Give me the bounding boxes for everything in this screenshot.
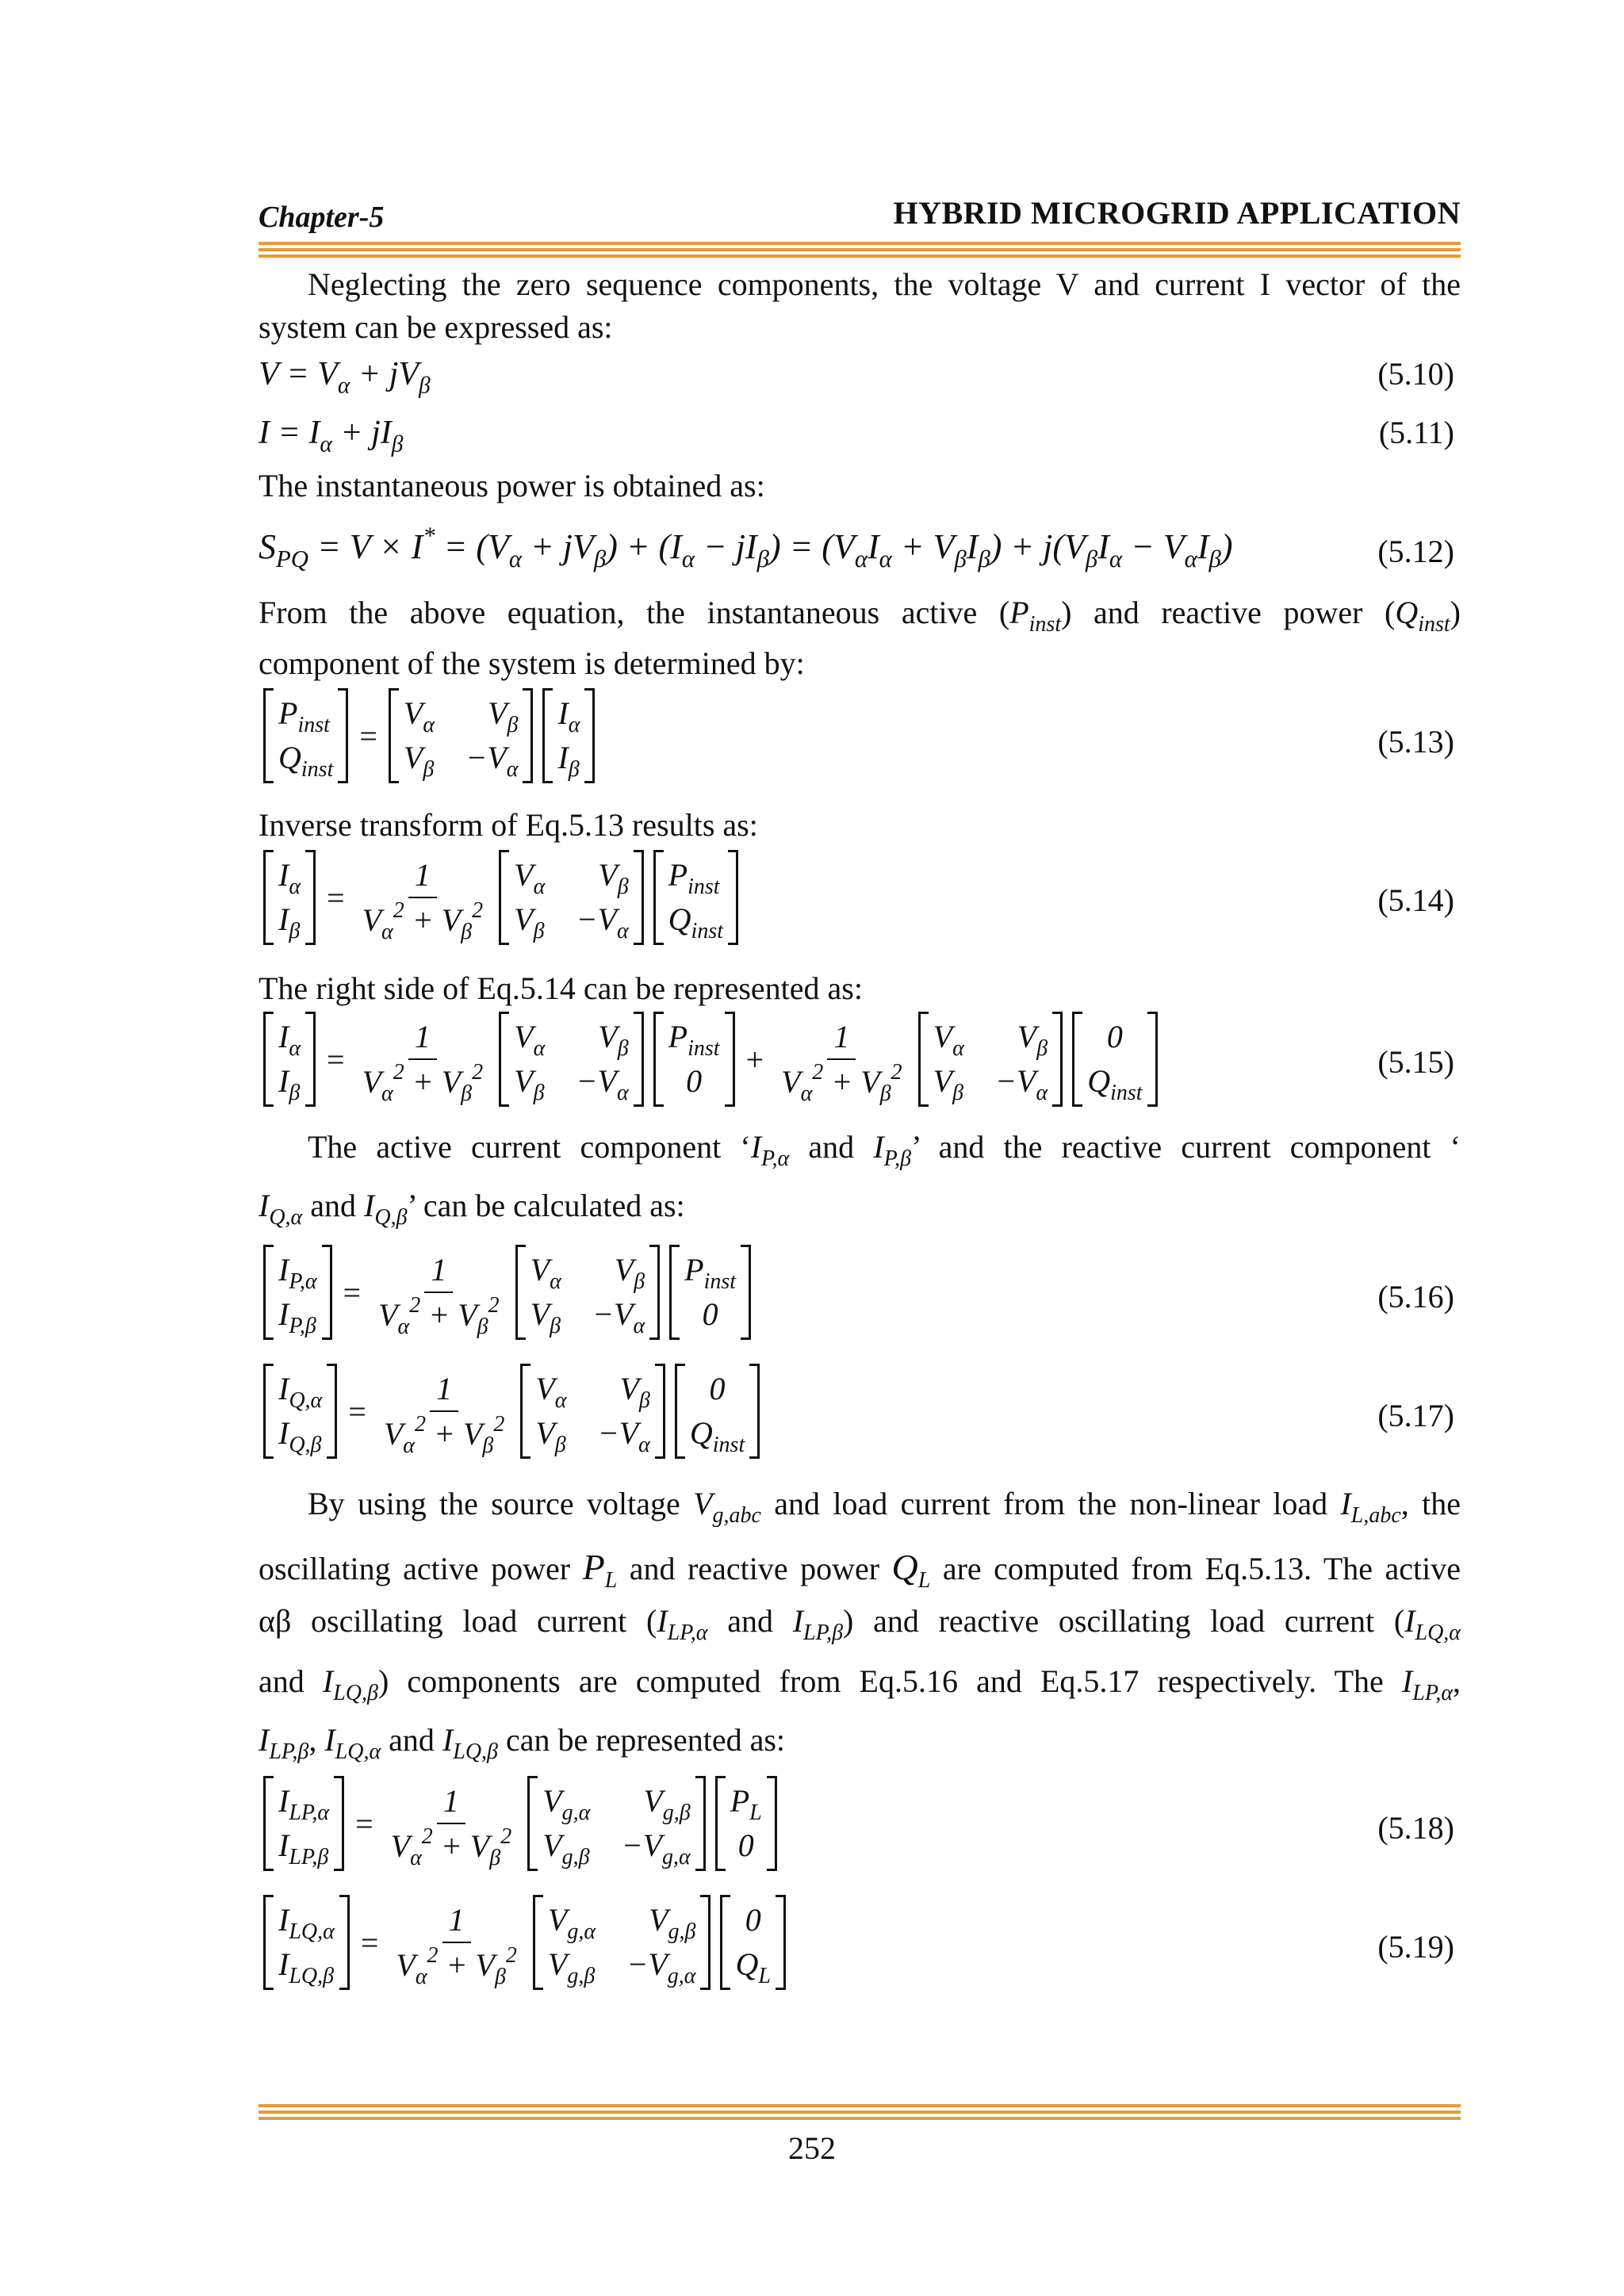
matrix: $I_\alpha$ $I_\beta$ [542,688,595,783]
equation-5-12 [259,522,1461,572]
equation-number: (5.13) [1377,724,1454,760]
text-fragment: ’ can be calculated as: [407,1188,685,1223]
text-fragment: Inverse transform of Eq.5.13 results as: [259,807,758,843]
equation-5-11 [259,414,1461,457]
paragraph-power [259,465,1461,507]
paragraph-load-current-5: $I_{LP,\beta}$, $I_{LQ,\alpha}$ and $I_{LQ,\beta}$ can be represented as: [259,1722,786,1764]
text-fragment: By using the source voltage [308,1486,680,1521]
paragraph-right-side [259,967,1461,1010]
text-fragment: ’ and the reactive current component ‘ [911,1129,1461,1165]
text-fragment: and [808,1129,855,1165]
equation-5-16: $I_{P,\alpha}$ $I_{P,\beta}$ = $\frac{1}{V_\alpha^2 + V_\beta^2}$ $V_\alpha$ $V_\beta$ $V_\beta$ $-V_\alpha$ $P_{inst}$ 0 (5.16) [259,1245,1461,1340]
text-fragment: and load current from the non-linear load [774,1486,1328,1521]
text-fragment: The right side of Eq.5.14 can be represented as: [259,970,863,1006]
equation-number: (5.11) [1378,415,1454,450]
equation-number: (5.19) [1377,1929,1454,1965]
text-fragment: component of the system is determined by: [259,645,805,681]
equation-body: $S_{PQ} = V \times I^* = (V_\alpha + jV_\beta) + (I_\alpha - jI_\beta) = (V_\alpha I_\alpha + V_\beta I_\beta) + j(V_\beta I_\alpha - V_\alpha I_\beta)$ [259,522,1233,572]
equation-5-13: $P_{inst}$ $Q_{inst}$ = $V_\alpha$ $V_\beta$ $V_\beta$ $-V_\alpha$ $I_\alpha$ $I_\beta$ (5.13) [259,688,1461,783]
equation-number: (5.18) [1377,1810,1454,1846]
page-number: 252 [788,2130,836,2166]
equation-5-15: $I_\alpha$ $I_\beta$ = $\frac{1}{V_\alpha^2 + V_\beta^2}$ $V_\alpha$ $V_\beta$ $V_\beta$ $-V_\alpha$ $P_{inst}$ 0 + $\frac{1}{V_\alpha^2 + V_\beta^2}$ $V_\alpha$ $V_\beta$ $V_\beta$ $-V_\alpha$ 0 $Q_{inst}$ (5.15) [259,1012,1461,1107]
text-fragment: , the [1400,1486,1461,1521]
paragraph-load-current-2: oscillating active power $P_L$ and reactive power $Q_L$ are computed from Eq.5.13. The active [259,1547,1461,1593]
text-fragment: can be represented as: [506,1722,786,1758]
equation-5-18: $I_{LP,\alpha}$ $I_{LP,\beta}$ = $\frac{1}{V_\alpha^2 + V_\beta^2}$ $V_{g,\alpha}$ $V_{g,\beta}$ $V_{g,\beta}$ $-V_{g,\alpha}$ $P_L$ 0 (5.18) [259,1776,1461,1871]
text-fragment: From the above equation, the instantaneous active ( [259,595,1010,630]
chapter-label: Chapter-5 [259,201,385,234]
text-fragment: are computed from Eq.5.13. The active [942,1551,1461,1586]
footer-rule [259,2104,1461,2120]
paragraph-text: The instantaneous power is obtained as: [259,468,765,503]
paragraph-inverse [259,804,1461,847]
text-fragment: , [1453,1663,1461,1699]
equation-number: (5.17) [1377,1398,1454,1433]
paragraph-text: Neglecting the zero sequence components, the voltage V and current I vector of the system can be expressed as: [259,266,1461,345]
text-fragment: and [259,1663,304,1699]
paragraph-load-current: By using the source voltage $V_{g,abc}$ and load current from the non-linear load $I_{L,abc}$, the [308,1486,1461,1528]
text-fragment: αβ oscillating load current ( [259,1603,657,1639]
text-fragment: The active current component ‘ [308,1129,751,1165]
text-fragment: , [308,1722,317,1758]
matrix: $V_\alpha$ $V_\beta$ $V_\beta$ $-V_\alpha$ [389,688,534,783]
text-fragment: ) components are computed from Eq.5.16 and Eq.5.17 respectively. The [377,1663,1384,1699]
text-fragment: and [310,1188,357,1223]
equation-number: (5.14) [1377,882,1454,918]
text-fragment: ) [1450,595,1461,630]
paragraph-active-reactive: From the above equation, the instantaneous active $(P_{inst})$ and reactive power $(Q_{inst})$ [259,595,1461,637]
equation-body: $V = V_\alpha + jV_\beta$ [259,356,431,399]
paragraph-intro [259,263,1461,349]
text-fragment: ) and reactive power ( [1061,595,1396,630]
paragraph-load-current-3: αβ oscillating load current ($I_{LP,\alpha}$ and $I_{LP,\beta}$) and reactive oscillating load current ($I_{LQ,\alpha}$ [259,1603,1461,1645]
text-fragment: and [389,1722,435,1758]
text-fragment: and reactive power [629,1551,880,1586]
equation-5-19: $I_{LQ,\alpha}$ $I_{LQ,\beta}$ = $\frac{1}{V_\alpha^2 + V_\beta^2}$ $V_{g,\alpha}$ $V_{g,\beta}$ $V_{g,\beta}$ $-V_{g,\alpha}$ 0 $Q_L$ (5.19) [259,1895,1461,1990]
equation-5-10 [259,355,1461,399]
paragraph-active-reactive-cont [259,642,1461,685]
text-fragment: oscillating active power [259,1551,571,1586]
chapter-title: HYBRID MICROGRID APPLICATION [893,195,1461,231]
text-fragment: ) and reactive oscillating load current ( [843,1603,1405,1639]
equation-5-17: $I_{Q,\alpha}$ $I_{Q,\beta}$ = $\frac{1}{V_\alpha^2 + V_\beta^2}$ $V_\alpha$ $V_\beta$ $V_\beta$ $-V_\alpha$ 0 $Q_{inst}$ (5.17) [259,1364,1461,1459]
equation-number: (5.12) [1377,534,1454,569]
equation-number: (5.10) [1377,356,1454,392]
paragraph-current-components: The active current component ‘$I_{P,\alpha}$ and $I_{P,\beta}$’ and the reactive current component ‘ [308,1129,1461,1171]
equation-number: (5.15) [1377,1044,1454,1080]
running-header [259,187,1461,235]
matrix: $P_{inst}$ $Q_{inst}$ [263,688,348,783]
equation-number: (5.16) [1377,1279,1454,1314]
equation-body: $I = I_\alpha + jI_\beta$ [259,415,404,457]
text-fragment: and [727,1603,773,1639]
paragraph-load-current-4: and $I_{LQ,\beta}$) components are computed from Eq.5.16 and Eq.5.17 respectively. The $I_{LP,\alpha}$, [259,1663,1461,1705]
header-rule [259,242,1461,258]
equation-5-14: $I_\alpha$ $I_\beta$ = $\frac{1}{V_\alpha^2 + V_\beta^2}$ $V_\alpha$ $V_\beta$ $V_\beta$ $-V_\alpha$ $P_{inst}$ $Q_{inst}$ (5.14) [259,850,1461,945]
paragraph-current-components-cont: $I_{Q,\alpha}$ and $I_{Q,\beta}$’ can be calculated as: [259,1188,685,1230]
